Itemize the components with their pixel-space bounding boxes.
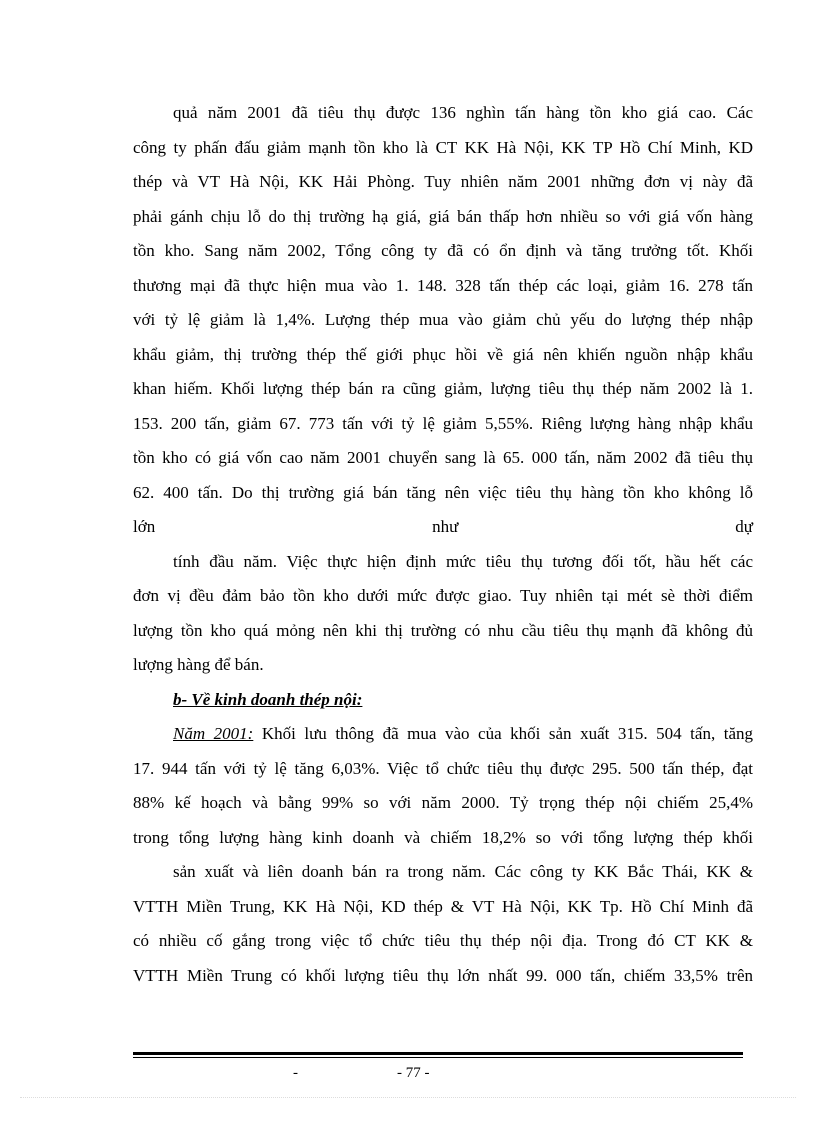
text-line: tồn kho. Sang năm 2002, Tổng công ty đã có ổn định và tăng trưởng tốt. Khối xyxy=(133,241,753,260)
text-line: đơn vị đều đảm bảo tồn kho dưới mức được giao. Tuy nhiên tại mét sè thời điểm xyxy=(133,586,753,605)
text-line xyxy=(133,717,753,752)
text-line: sản xuất và liên doanh bán ra trong năm. Các công ty KK Bắc Thái, KK & xyxy=(173,862,753,881)
text-line: thương mại đã thực hiện mua vào 1. 148. 328 tấn thép các loại, giảm 16. 278 tấn xyxy=(133,275,753,295)
text-line: 17. 944 tấn với tỷ lệ tăng 6,03%. Việc tổ chức tiêu thụ được 295. 500 tấn thép, đạt xyxy=(133,758,753,778)
text-line: lớn như dự xyxy=(133,517,753,536)
footer-dash: - xyxy=(293,1065,298,1081)
text-line: khẩu giảm, thị trường thép thế giới phục hồi về giá nên khiến nguồn nhập khẩu xyxy=(133,344,753,364)
text-line: công ty phấn đấu giảm mạnh tồn kho là CT KK Hà Nội, KK TP Hồ Chí Minh, KD xyxy=(133,137,753,157)
footer-rule-thin xyxy=(133,1057,743,1058)
section-heading-line xyxy=(133,683,753,718)
text-line: khan hiếm. Khối lượng thép bán ra cũng giảm, lượng tiêu thụ thép năm 2002 là 1. xyxy=(133,379,753,398)
text-line: 88% kế hoạch và bằng 99% so với năm 2000. Tỷ trọng thép nội chiếm 25,4% xyxy=(133,793,753,812)
text-line: quả năm 2001 đã tiêu thụ được 136 nghìn tấn hàng tồn kho giá cao. Các xyxy=(173,103,753,122)
section-lead-text: Khối lưu thông đã mua vào của khối sản xuất 315. 504 tấn, tăng xyxy=(253,724,753,743)
footer-rule-thick xyxy=(133,1052,743,1055)
text-line: VTTH Miền Trung, KK Hà Nội, KD thép & VT Hà Nội, KK Tp. Hồ Chí Minh đã xyxy=(133,896,753,916)
text-line: phải gánh chịu lỗ do thị trường hạ giá, giá bán thấp hơn nhiều so với giá vốn hàng xyxy=(133,206,753,226)
text-line: lượng tồn kho quá mỏng nên khi thị trường có nhu cầu tiêu thụ mạnh đã không đủ xyxy=(133,620,753,640)
text-line: thép và VT Hà Nội, KK Hải Phòng. Tuy nhiên năm 2001 những đơn vị này đã xyxy=(133,172,753,191)
text-line: với tỷ lệ giảm là 1,4%. Lượng thép mua vào giảm chủ yếu do lượng thép nhập xyxy=(133,310,753,329)
body-text xyxy=(133,96,753,993)
text-line: có nhiều cố gắng trong việc tổ chức tiêu thụ thép nội địa. Trong đó CT KK & xyxy=(133,931,753,950)
section-lead: Năm 2001: xyxy=(173,724,254,743)
text-line: 62. 400 tấn. Do thị trường giá bán tăng nên việc tiêu thụ hàng tồn kho không lỗ xyxy=(133,482,753,502)
text-line: lượng hàng để bán. xyxy=(133,655,264,674)
text-line: tính đầu năm. Việc thực hiện định mức tiêu thụ tương đối tốt, hầu hết các xyxy=(173,551,753,571)
text-line: tồn kho có giá vốn cao năm 2001 chuyển sang là 65. 000 tấn, năm 2002 đã tiêu thụ xyxy=(133,448,753,467)
text-line: trong tổng lượng hàng kinh doanh và chiếm 18,2% so với tổng lượng thép khối xyxy=(133,827,753,847)
text-line: 153. 200 tấn, giảm 67. 773 tấn với tỷ lệ giảm 5,55%. Riêng lượng hàng nhập khẩu xyxy=(133,413,753,433)
section-heading: b- Về kinh doanh thép nội: xyxy=(173,689,363,709)
text-line: VTTH Miền Trung có khối lượng tiêu thụ lớn nhất 99. 000 tấn, chiếm 33,5% trên xyxy=(133,965,753,985)
page-bottom-dotted-border xyxy=(20,1097,796,1098)
page-number: - 77 - xyxy=(397,1065,430,1081)
